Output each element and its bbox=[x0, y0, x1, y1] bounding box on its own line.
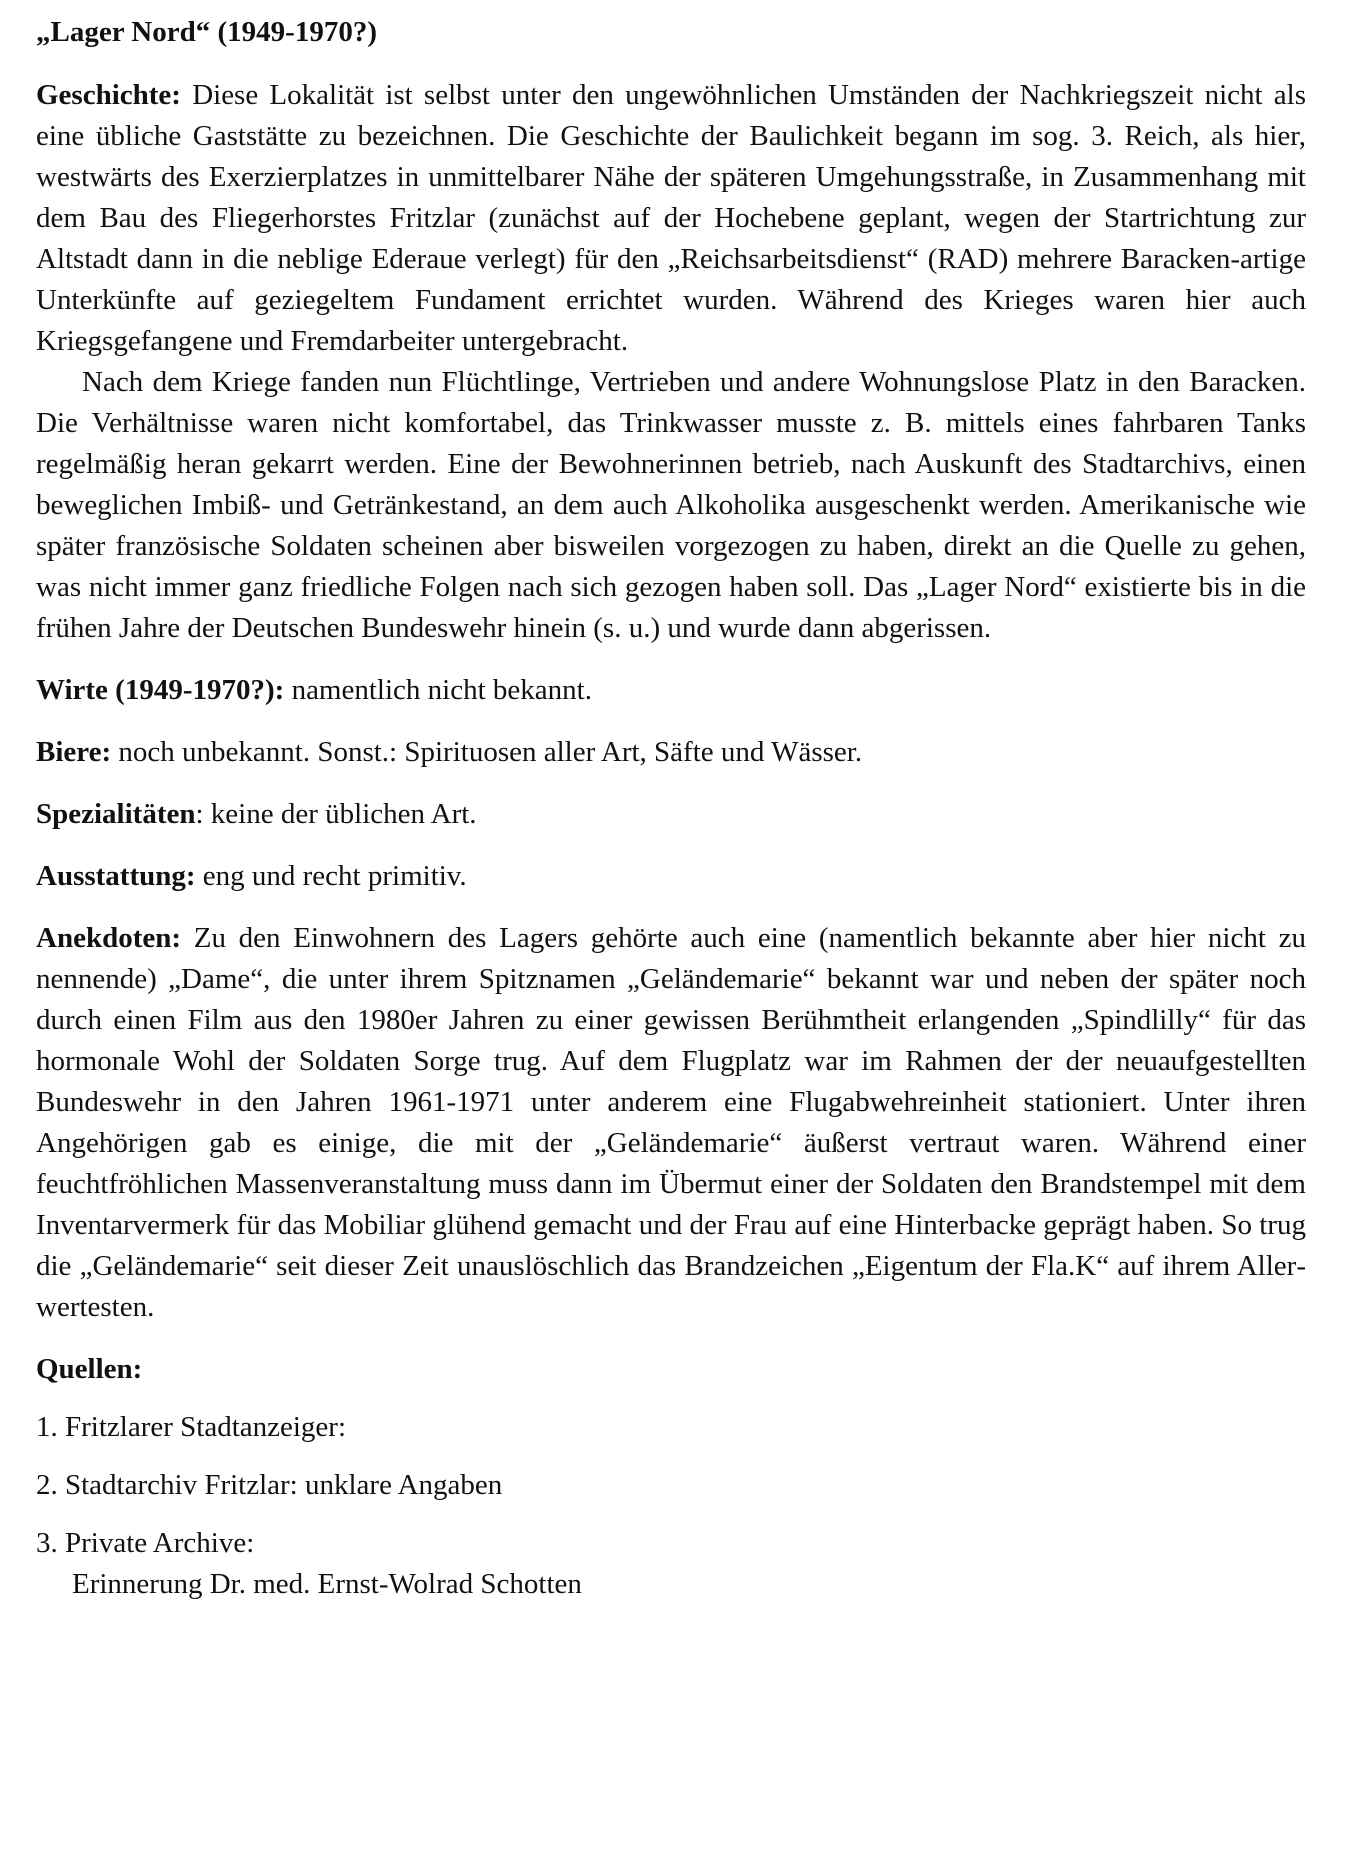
geschichte-label: Geschichte: bbox=[36, 79, 181, 111]
document-title: „Lager Nord“ (1949-1970?) bbox=[36, 16, 377, 48]
biere-line bbox=[36, 732, 1306, 773]
wirte-text: namentlich nicht bekannt. bbox=[284, 674, 592, 706]
quellen-heading: Quellen: bbox=[36, 1353, 143, 1385]
document-page bbox=[36, 12, 1306, 1605]
geschichte-text-1: Diese Lokalität ist selbst unter den ungewöhnlichen Umständen der Nachkriegszeit nicht als eine übliche Gaststätte zu bezeichnen. Die Geschichte der Baulichkeit begann im sog. 3. Reich, als hier, westwärts des Exerzierplatzes in unmittelbarer Nähe der späteren Umgehungsstraße, in Zusammenhang mit dem Bau des Fliegerhorstes Fritzlar (zunächst auf der Hochebene geplant, wegen der Startrichtung zur Altstadt dann in die neblige Ederaue verlegt) für den „Reichsarbeitsdienst“ (RAD) mehrere Baracken-artige Unterkünfte auf geziegeltem Fundament errichtet wurden. Während des Krieges waren hier auch Kriegsgefangene und Fremdarbeiter untergebracht. bbox=[36, 79, 1307, 357]
spezialitaeten-text: : keine der üblichen Art. bbox=[195, 798, 477, 830]
wirte-line bbox=[36, 670, 1306, 711]
spezialitaeten-label: Spezialitäten bbox=[36, 798, 196, 830]
spezialitaeten-line bbox=[36, 794, 1306, 835]
biere-text: noch unbekannt. Sonst.: Spirituosen aller Art, Säfte und Wässer. bbox=[111, 736, 863, 768]
anekdoten-label: Anekdoten: bbox=[36, 922, 182, 954]
biere-label: Biere: bbox=[36, 736, 112, 768]
anekdoten-text: Zu den Einwohnern des Lagers gehörte auch eine (namentlich bekannte aber hier nicht zu nennende) „Dame“, die unter ihrem Spitznamen „Geländemarie“ bekannt war und neben der später noch durch einen Film aus den 1980er Jahren zu einer gewissen Berühmtheit erlangenden „Spindlilly“ für das hormonale Wohl der Soldaten Sorge trug. Auf dem Flugplatz war im Rahmen der der neuaufgestellten Bundeswehr in den Jahren 1961-1971 unter anderem eine Flugabwehreinheit stationiert. Unter ihren Angehörigen gab es einige, die mit der „Geländemarie“ äußerst vertraut waren. Während einer feuchtfröhlichen Massenveranstaltung muss dann im Übermut einer der Soldaten den Brandstempel mit dem Inventarvermerk für das Mobiliar glühend gemacht und der Frau auf eine Hinterbacke geprägt haben. So trug die „Geländemarie“ seit dieser Zeit unauslöschlich das Brandzeichen „Eigentum der Fla.K“ auf ihrem Allerwertesten. bbox=[36, 922, 1307, 1323]
anekdoten-paragraph bbox=[36, 918, 1306, 1328]
quellen-item: 3. Private Archive: bbox=[36, 1527, 255, 1559]
ausstattung-label: Ausstattung: bbox=[36, 860, 196, 892]
ausstattung-text: eng und recht primitiv. bbox=[195, 860, 467, 892]
quellen-item: 1. Fritzlarer Stadtanzeiger: bbox=[36, 1411, 347, 1443]
wirte-label: Wirte (1949-1970?): bbox=[36, 674, 285, 706]
quellen-item: 2. Stadtarchiv Fritzlar: unklare Angaben bbox=[36, 1469, 503, 1501]
quellen-subitem: Erinnerung Dr. med. Ernst-Wolrad Schotten bbox=[72, 1568, 582, 1600]
geschichte-paragraph-2: Nach dem Kriege fanden nun Flüchtlinge, Vertrieben und andere Wohnungslose Platz in den Baracken. Die Verhältnisse waren nicht komfortabel, das Trinkwasser musste z. B. mittels eines fahrbaren Tanks regelmäßig heran gekarrt werden. Eine der Bewohnerinnen betrieb, nach Auskunft des Stadtarchivs, einen beweglichen Imbiß- und Getränkestand, an dem auch Alkoholika ausgeschenkt werden. Amerikanische wie später französische Soldaten scheinen aber bisweilen vorgezogen zu haben, direkt an die Quelle zu gehen, was nicht immer ganz friedliche Folgen nach sich gezogen haben soll. Das „Lager Nord“ existierte bis in die frühen Jahre der Deutschen Bundeswehr hinein (s. u.) und wurde dann abgerissen. bbox=[36, 366, 1306, 644]
ausstattung-line bbox=[36, 856, 1306, 897]
geschichte-paragraph-1 bbox=[36, 75, 1306, 362]
